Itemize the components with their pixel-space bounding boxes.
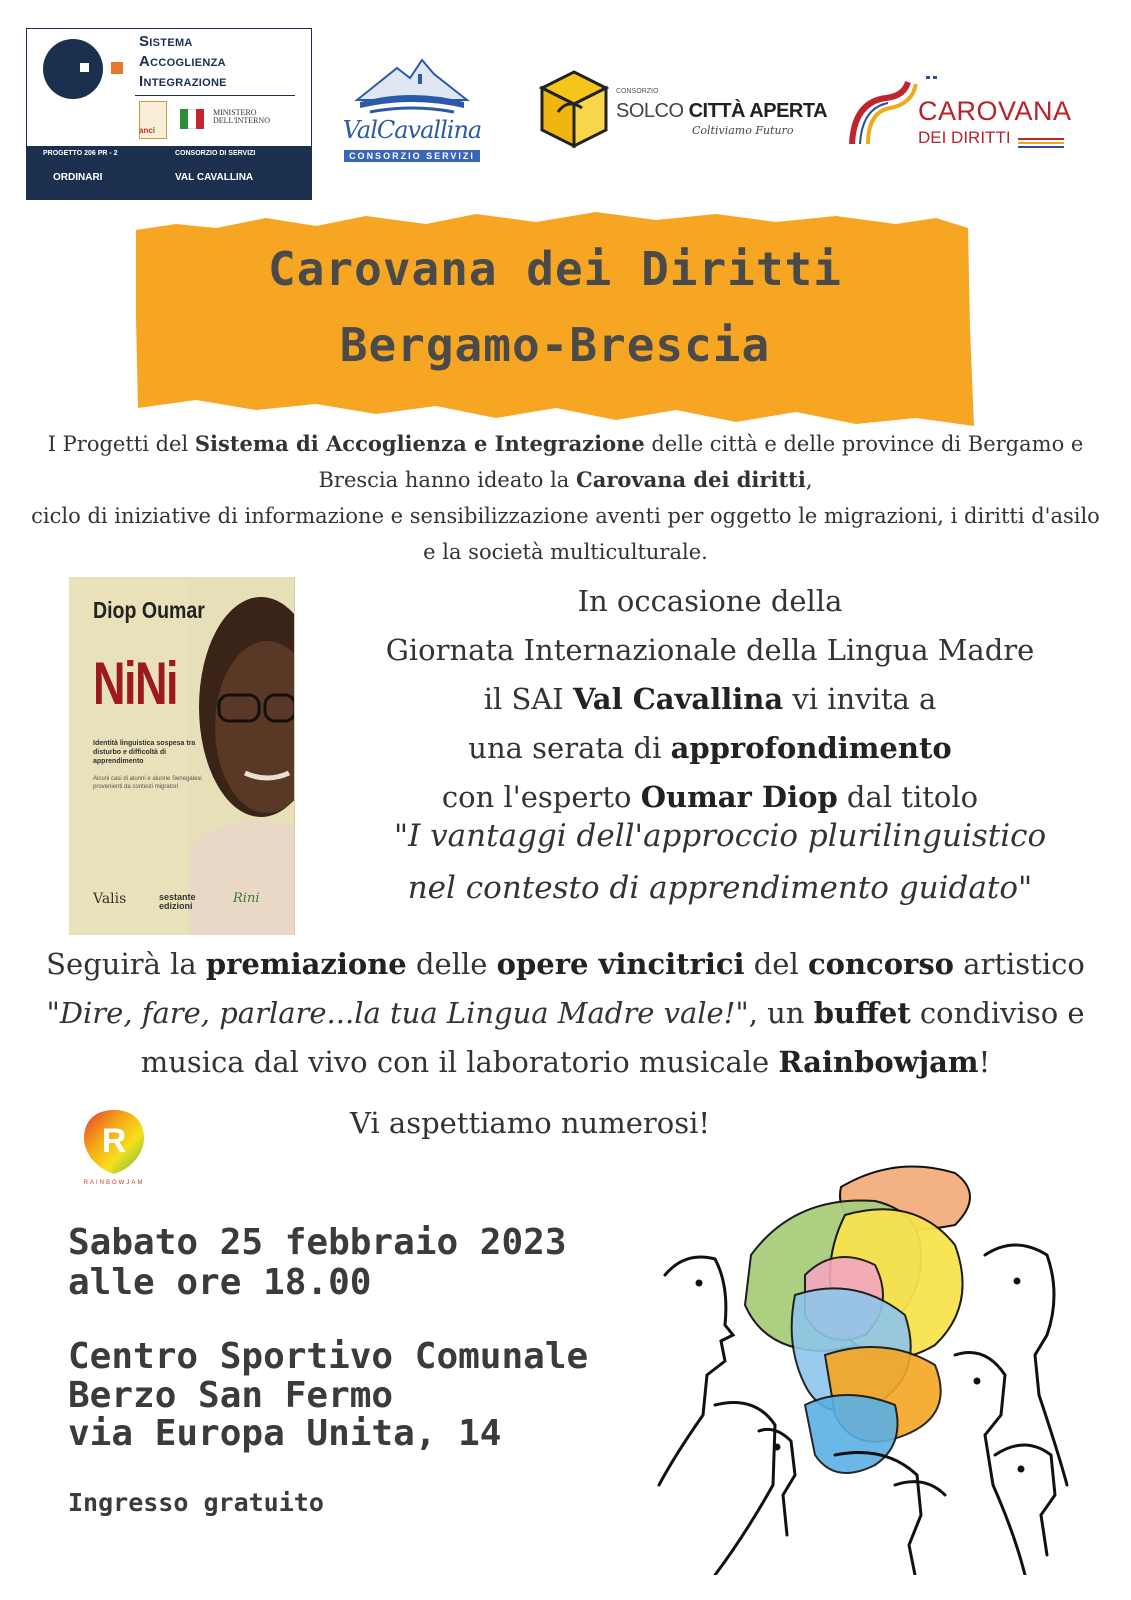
contest-title: "Dire, fare, parlare...la tua Lingua Madre vale!"	[46, 996, 749, 1030]
intro-lines-2: ciclo di iniziative di informazione e sensibilizzazione aventi per oggetto le migrazioni, i diritti d'asilo e la società multiculturale.	[31, 504, 1100, 564]
title-banner	[136, 208, 974, 428]
invitation-line-3-bold: Val Cavallina	[572, 682, 784, 716]
valcavallina-logo	[342, 50, 482, 165]
intro-lines-1	[30, 426, 1101, 498]
event-time: alle ore 18.00	[68, 1262, 372, 1303]
book-subtitle: Identità linguistica sospesa tra disturbo e difficoltà di apprendimento	[93, 740, 196, 765]
sai-divider	[135, 95, 295, 96]
talk-title-line-1: "I vantaggi dell'approccio plurilinguistico	[393, 818, 1047, 854]
solco-logo	[538, 68, 828, 158]
entry-note: Ingresso gratuito	[68, 1488, 324, 1517]
book-publisher-3: Rini	[233, 891, 260, 906]
invitation-line-5-bold: Oumar Diop	[640, 780, 838, 814]
rainbowjam-logo	[72, 1108, 156, 1190]
venue-town: Berzo San Fermo	[68, 1375, 394, 1416]
sai-circle-icon	[43, 39, 103, 99]
sai-square-icon	[111, 62, 123, 74]
intro-text-2: delle città e delle province di Bergamo e Brescia hanno ideato la	[318, 432, 1084, 492]
solco-prefix: CONSORZIO	[616, 88, 659, 95]
invitation-line-2: Giornata Internazionale della Lingua Madre	[385, 633, 1035, 667]
following-text-7: !	[978, 1045, 991, 1079]
following-bold-1: premiazione	[205, 947, 407, 981]
invitation-line-3	[310, 682, 1110, 716]
talk-title-line-2: nel contesto di apprendimento guidato"	[407, 870, 1033, 906]
invitation-line-1: In occasione della	[577, 584, 843, 618]
book-title: NiNi	[93, 650, 177, 717]
invitation-line-4-pre: una serata di	[468, 731, 671, 765]
sai-project-type: ORDINARI	[53, 172, 103, 183]
venue-name: Centro Sportivo Comunale	[68, 1336, 589, 1377]
intro-bold-1: Sistema di Accoglienza e Integrazione	[194, 431, 645, 456]
following-bold-3: concorso	[807, 947, 954, 981]
invitation-line-3-pre: il SAI	[483, 682, 573, 716]
invitation-line-5-post: dal titolo	[837, 780, 979, 814]
following-bold-4: buffet	[813, 996, 911, 1030]
rainbowjam-name: RAINBOWJAM	[83, 1180, 145, 1186]
solco-name-bold: CITTÀ APERTA	[688, 100, 828, 122]
banner-title: Carovana dei Diritti	[268, 242, 842, 296]
solco-name	[616, 100, 827, 123]
intro-bold-2: Carovana dei diritti	[576, 467, 806, 492]
sai-project-label: PROGETTO 206 PR - 2	[43, 150, 118, 157]
invitation-line-5-pre: con l'esperto	[441, 780, 641, 814]
intro-text-1: I Progetti del	[47, 432, 195, 456]
book-subtitle-2: Alcuni casi di alunni e alunne Senegalesi provenienti da contesti migratori	[93, 776, 202, 790]
sai-consortium-label: CONSORZIO DI SERVIZI	[175, 150, 256, 157]
book-author: Diop Oumar	[93, 597, 205, 623]
sai-line-1: Sistema	[139, 33, 193, 50]
invitation-line-4	[310, 731, 1110, 765]
valcavallina-name: ValCavallina	[342, 116, 482, 144]
book-publisher-1: Valis	[93, 891, 127, 907]
intro-paragraph	[30, 426, 1101, 570]
ministero-line-2: DELL'INTERNO	[213, 116, 270, 125]
anci-label: anci	[139, 126, 156, 135]
banner-subtitle: Bergamo-Brescia	[339, 318, 771, 372]
carovana-subtitle: DEI DIRITTI	[918, 128, 1011, 147]
sai-logo	[26, 28, 312, 200]
event-date: Sabato 25 febbraio 2023	[68, 1222, 567, 1263]
solco-tagline: Coltiviamo Futuro	[692, 124, 794, 137]
following-bold-2: opere vincitrici	[496, 947, 745, 981]
following-paragraph	[20, 940, 1111, 1087]
valcavallina-subtitle: CONSORZIO SERVIZI	[344, 150, 480, 162]
invitation-line-4-bold: approfondimento	[670, 731, 952, 765]
intro-text-3: ,	[805, 468, 813, 492]
following-text-3: del	[744, 947, 808, 981]
closing-text: Vi aspettiamo numerosi!	[350, 1106, 711, 1140]
following-text-6: condiviso e musica dal vivo con il laboratorio musicale	[140, 996, 1085, 1079]
carovana-title: CAROVANA	[918, 96, 1072, 126]
venue-address: via Europa Unita, 14	[68, 1413, 502, 1454]
invitation-line-3-post: vi invita a	[783, 682, 937, 716]
sai-line-3: Integrazione	[139, 73, 227, 90]
people-speech-bubbles-illustration	[655, 1155, 1075, 1575]
sai-info-band	[27, 146, 311, 199]
book-publisher-2: sestante edizioni	[159, 892, 196, 911]
book-cover	[69, 577, 295, 935]
valcavallina-mountain-icon	[352, 50, 472, 118]
solco-name-light: SOLCO	[616, 100, 684, 122]
following-text-2: delle	[406, 947, 497, 981]
ministero-label	[213, 109, 270, 125]
following-bold-5: Rainbowjam	[778, 1045, 979, 1079]
ministero-line-1: MINISTERO	[213, 108, 257, 117]
solco-cube-icon	[538, 68, 610, 154]
following-text-5: , un	[748, 996, 814, 1030]
rainbowjam-badge-icon	[82, 1108, 146, 1176]
sai-line-2: Accoglienza	[139, 53, 226, 70]
invitation-line-5	[310, 780, 1110, 814]
rainbowjam-letter: R	[101, 1122, 127, 1160]
sai-consortium-name: VAL CAVALLINA	[175, 172, 254, 183]
carovana-logo	[846, 72, 1071, 162]
following-text-4: artistico	[954, 947, 1085, 981]
following-text-1: Seguirà la	[46, 947, 206, 981]
italian-flag-icon	[180, 109, 204, 129]
